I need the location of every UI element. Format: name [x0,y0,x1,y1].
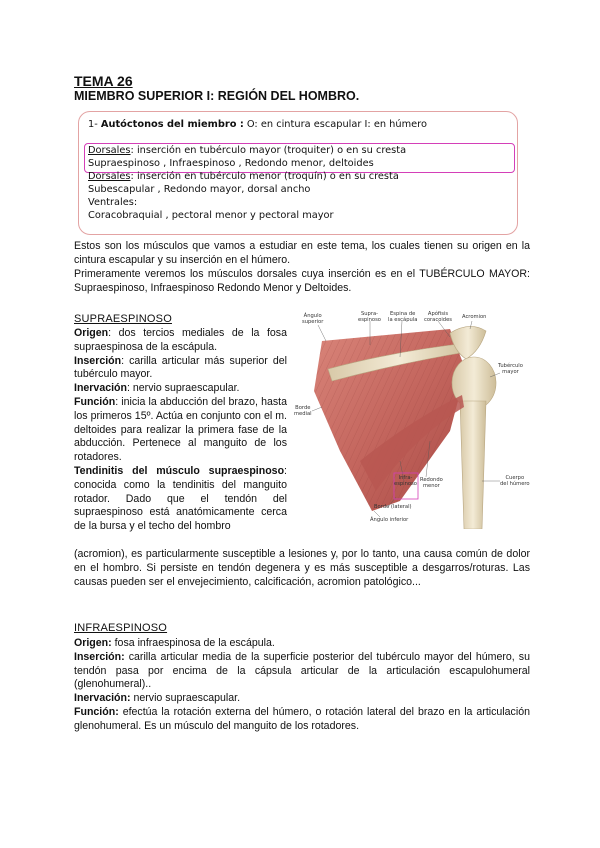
insercion-text: carilla articular media de la superficie posterior del tubérculo mayor del húmero, su tendón pasa por encima de la cápsula articular de la articulación escapulohumeral (glenohumeral).. [74,650,530,691]
intro-paragraph-1: Estos son los músculos que vamos a estudiar en este tema, los cuales tienen su origen en la cintura escapular y su inserción en el húmero. [74,240,530,266]
insercion-text: : carilla articular más superior del tubérculo mayor. [74,354,287,381]
summary-heading-rest: O: en cintura escapular I: en húmero [243,119,427,130]
origen-text: : dos tercios mediales de la fosa supraespinosa de la escápula. [74,327,287,353]
origen-label: Origen: [74,637,112,649]
shoulder-anatomy-figure [294,311,532,529]
insercion-label: Inserción: [74,650,125,663]
summary-heading-number: 1- [88,119,101,130]
inervacion-label: Inervación [74,382,127,395]
dorsales-menor-text: : inserción en tubérculo menor (troquín) o en su cresta [130,171,399,182]
summary-ventrales-muscles: Coracobraquial , pectoral menor y pectoral mayor [88,210,334,221]
section-heading-infraespinoso: INFRAESPINOSO [74,622,168,634]
funcion-label: Función [74,395,116,408]
label-angulo-superior: Ángulo superior [302,313,324,325]
label-tuberculo-mayor: Tubérculo mayor [498,363,523,375]
label-espina-escapula: Espina de la escápula [388,311,418,323]
label-supraespinoso: Supra- espinoso [358,311,381,323]
topic-subtitle: MIEMBRO SUPERIOR I: REGIÓN DEL HOMBRO. [74,89,360,103]
inervacion-text: nervio supraescapular. [130,692,241,705]
intro-paragraph-2: Primeramente veremos los músculos dorsales cuya inserción es en el TUBÉRCULO MAYOR: Supraespinoso, Infraespinoso Redondo Menor y Deltoides. [74,268,530,294]
summary-heading [88,119,427,130]
dorsales-label: Dorsales [88,145,131,156]
summary-ventrales-label: Ventrales: [88,197,138,208]
origen-label: Origen [74,327,109,339]
label-cuerpo-humero: Cuerpo del húmero [500,475,530,487]
infraespinoso-text [74,637,530,734]
dorsales-mayor-text: : inserción en tubérculo mayor (troquiter) o en su cresta [130,145,407,156]
section-heading-supraespinoso: SUPRAESPINOSO [74,313,172,325]
label-infraespinoso: Infra- espinoso [394,475,417,487]
summary-dorsales-mayor-muscles: Supraespinoso , Infraespinoso , Redondo menor, deltoides [88,158,374,169]
label-angulo-inferior: Ángulo inferior [370,517,409,523]
funcion-text: : inicia la abducción del brazo, hasta los primeros 15º. Actúa en conjunto con el m. deltoides para realizar la primera fase de la abducción. Pertenece al manguito de los rotadores. [74,395,287,464]
label-apofisis-coracoides: Apófisis coracoides [424,311,452,323]
inervacion-label: Inervación: [74,692,131,705]
dorsales-label: Dorsales [88,171,131,182]
label-redondo-menor: Redondo menor [420,477,443,489]
funcion-label: Función: [74,705,119,718]
label-borde-lateral: Borde (lateral) [374,504,412,510]
tendinitis-text: : conocida como la tendinitis del manguito rotador. Dado que el tendón del supraespinoso está anatómicamente cerca de la bursa y el techo del hombro [74,464,287,533]
summary-dorsales-menor-muscles: Subescapular , Redondo mayor, dorsal ancho [88,184,311,195]
label-acromion: Acromion [462,314,487,320]
summary-dorsales-menor [88,171,399,182]
humerus-shape [460,401,486,529]
summary-heading-bold: Autóctonos del miembro : [100,119,244,130]
insercion-label: Inserción [74,354,122,367]
inervacion-text: : nervio supraescapular. [127,382,240,395]
funcion-text: efectúa la rotación externa del húmero, o rotación lateral del brazo en la articulación glenohumeral. Es un músculo del manguito de los rotadores. [74,705,530,732]
topic-title: TEMA 26 [74,73,133,89]
scapula-illustration [300,311,532,529]
supraespinoso-column-text [74,327,287,534]
summary-dorsales-mayor [88,145,406,156]
tendinitis-label: Tendinitis del músculo supraespinoso [74,464,285,477]
muscle-summary-box [78,111,518,235]
origen-text: fosa infraespinosa de la escápula. [111,637,275,649]
label-borde-medial: Borde medial [294,405,312,417]
tendinitis-continuation: (acromion), es particularmente susceptible a lesiones y, por lo tanto, una causa común de dolor en el hombro. Si persiste en tendón degenera y es más susceptible a desgarros/roturas. Las causas pueden ser el envejecimiento, calcificación, acromion patológico... [74,548,530,588]
